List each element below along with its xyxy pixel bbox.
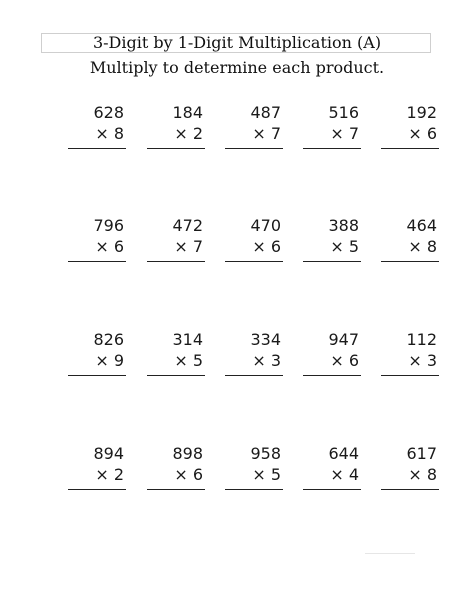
multiplier: × 7 [252, 124, 281, 143]
problem-2 [147, 103, 205, 163]
multiplicand: 958 [250, 444, 281, 463]
multiplier: × 8 [95, 124, 124, 143]
multiplier: × 2 [174, 124, 203, 143]
answer-line [68, 489, 126, 490]
answer-line [68, 375, 126, 376]
multiplier: × 7 [330, 124, 359, 143]
multiplicand: 516 [328, 103, 359, 122]
worksheet-title: 3-Digit by 1-Digit Multiplication (A) [92, 33, 382, 52]
multiplier: × 2 [95, 465, 124, 484]
problem-12 [147, 330, 205, 390]
answer-line [303, 375, 361, 376]
answer-line [381, 489, 439, 490]
multiplier: × 5 [330, 237, 359, 256]
multiplicand: 334 [250, 330, 281, 349]
multiplier: × 5 [252, 465, 281, 484]
answer-line [303, 148, 361, 149]
answer-line [147, 375, 205, 376]
multiplicand: 894 [93, 444, 124, 463]
problem-14 [303, 330, 361, 390]
problem-6 [68, 216, 126, 276]
problem-10 [381, 216, 439, 276]
answer-line [68, 261, 126, 262]
multiplier: × 8 [408, 237, 437, 256]
problem-18 [225, 444, 283, 504]
problem-11 [68, 330, 126, 390]
answer-line [147, 148, 205, 149]
multiplicand: 628 [93, 103, 124, 122]
answer-line [225, 148, 283, 149]
problem-5 [381, 103, 439, 163]
multiplier: × 6 [95, 237, 124, 256]
multiplier: × 5 [174, 351, 203, 370]
multiplicand: 314 [172, 330, 203, 349]
multiplier: × 3 [252, 351, 281, 370]
answer-line [147, 489, 205, 490]
problem-13 [225, 330, 283, 390]
answer-line [225, 489, 283, 490]
answer-line [303, 261, 361, 262]
problem-19 [303, 444, 361, 504]
problem-17 [147, 444, 205, 504]
worksheet-instructions: Multiply to determine each product. [89, 58, 385, 77]
multiplier: × 6 [408, 124, 437, 143]
multiplicand: 796 [93, 216, 124, 235]
problem-20 [381, 444, 439, 504]
multiplicand: 487 [250, 103, 281, 122]
multiplier: × 9 [95, 351, 124, 370]
multiplicand: 192 [406, 103, 437, 122]
problem-1 [68, 103, 126, 163]
multiplier: × 6 [252, 237, 281, 256]
answer-line [381, 261, 439, 262]
problem-7 [147, 216, 205, 276]
answer-line [381, 148, 439, 149]
footer-divider [365, 553, 415, 554]
answer-line [225, 375, 283, 376]
multiplicand: 947 [328, 330, 359, 349]
multiplicand: 472 [172, 216, 203, 235]
problem-9 [303, 216, 361, 276]
multiplicand: 617 [406, 444, 437, 463]
problem-15 [381, 330, 439, 390]
multiplicand: 112 [406, 330, 437, 349]
multiplier: × 7 [174, 237, 203, 256]
multiplier: × 6 [330, 351, 359, 370]
multiplicand: 184 [172, 103, 203, 122]
multiplier: × 8 [408, 465, 437, 484]
multiplicand: 644 [328, 444, 359, 463]
multiplicand: 388 [328, 216, 359, 235]
multiplicand: 898 [172, 444, 203, 463]
multiplier: × 4 [330, 465, 359, 484]
multiplier: × 3 [408, 351, 437, 370]
multiplier: × 6 [174, 465, 203, 484]
problem-3 [225, 103, 283, 163]
multiplicand: 826 [93, 330, 124, 349]
problem-16 [68, 444, 126, 504]
answer-line [303, 489, 361, 490]
multiplicand: 470 [250, 216, 281, 235]
problem-8 [225, 216, 283, 276]
answer-line [147, 261, 205, 262]
answer-line [225, 261, 283, 262]
answer-line [68, 148, 126, 149]
problem-4 [303, 103, 361, 163]
multiplicand: 464 [406, 216, 437, 235]
answer-line [381, 375, 439, 376]
